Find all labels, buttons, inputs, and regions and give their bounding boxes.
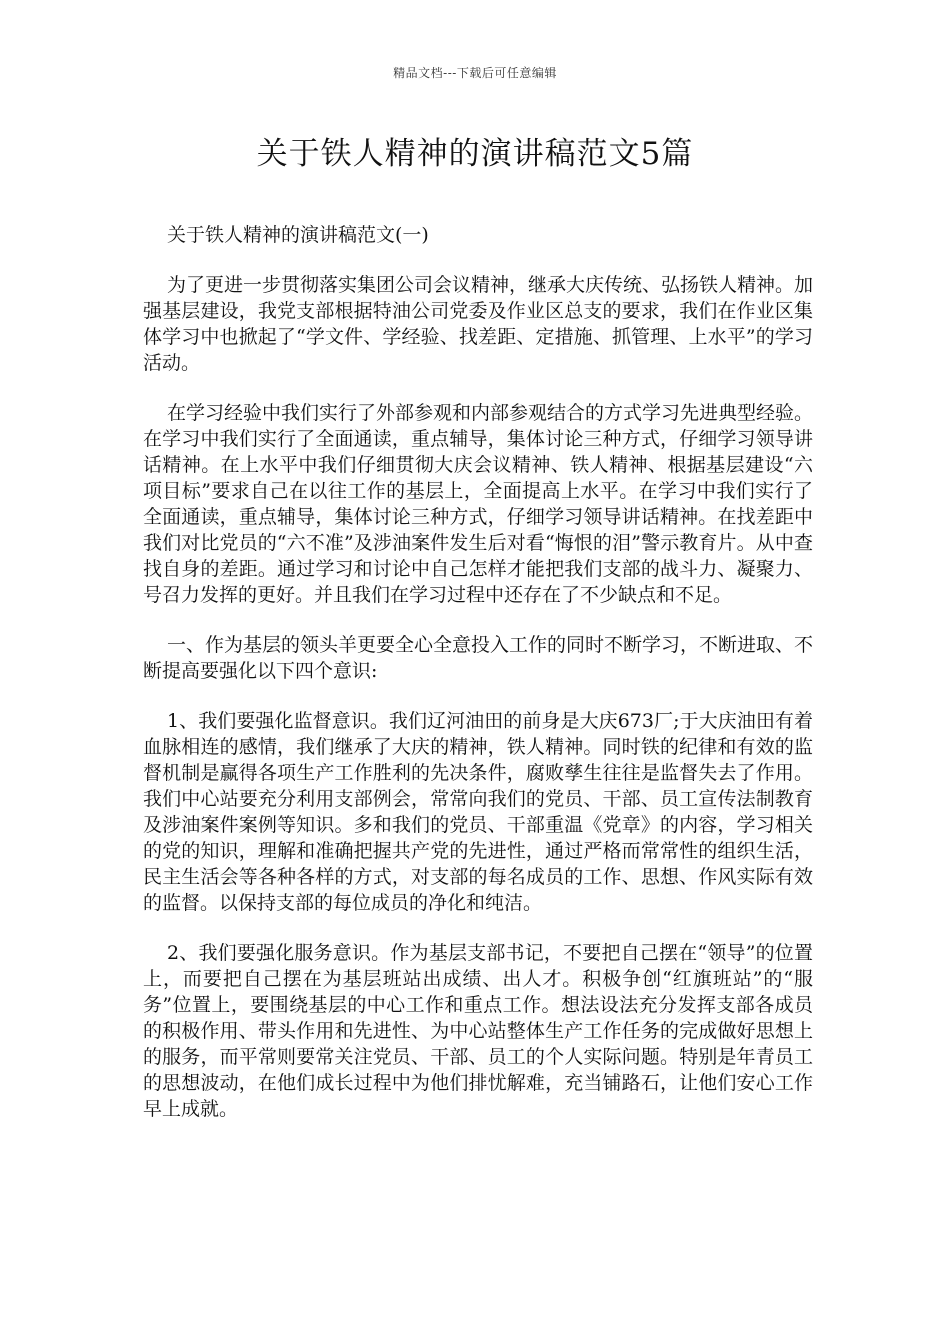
paragraph-study-experience: 在学习经验中我们实行了外部参观和内部参观结合的方式学习先进典型经验。在学习中我们实行了全面通读，重点辅导，集体讨论三种方式，仔细学习领导讲话精神。在上水平中我们仔细贯彻大庆会议精神、铁人精神、根据基层建设“六项目标”要求自己在以往工作的基层上，全面提高上水平。在学习中我们实行了全面通读，重点辅导，集体讨论三种方式，仔细学习领导讲话精神。在找差距中我们对比党员的“六不准”及涉油案件发生后对看“悔恨的泪”警示教育片。从中查找自身的差距。通过学习和讨论中自己怎样才能把我们支部的战斗力、凝聚力、号召力发挥的更好。并且我们在学习过程中还存在了不少缺点和不足。 xyxy=(143,402,814,606)
header-note: 精品文档---下载后可任意编辑 xyxy=(393,66,557,80)
document-title: 关于铁人精神的演讲稿范文5篇 xyxy=(256,136,694,172)
document-body xyxy=(143,222,813,1146)
section-subtitle: 关于铁人精神的演讲稿范文(一) xyxy=(167,224,429,246)
paragraph-point-one: 一、作为基层的领头羊更要全心全意投入工作的同时不断学习，不断进取、不断提高要强化以下四个意识: xyxy=(143,634,814,682)
paragraph-supervision: 1、我们要强化监督意识。我们辽河油田的前身是大庆673厂;于大庆油田有着血脉相连的感情，我们继承了大庆的精神，铁人精神。同时铁的纪律和有效的监督机制是赢得各项生产工作胜利的先决条件，腐败孳生往往是监督失去了作用。我们中心站要充分利用支部例会，常常向我们的党员、干部、员工宣传法制教育及涉油案件案例等知识。多和我们的党员、干部重温《党章》的内容，学习相关的党的知识，理解和准确把握共产党的先进性，通过严格而常常性的组织生活，民主生活会等各种各样的方式，对支部的每名成员的工作、思想、作风实际有效的监督。以保持支部的每位成员的净化和纯洁。 xyxy=(143,710,813,914)
paragraph-intro: 为了更进一步贯彻落实集团公司会议精神，继承大庆传统、弘扬铁人精神。加强基层建设，我党支部根据特油公司党委及作业区总支的要求，我们在作业区集体学习中也掀起了“学文件、学经验、找差距、定措施、抓管理、上水平”的学习活动。 xyxy=(143,274,814,374)
paragraph-service: 2、我们要强化服务意识。作为基层支部书记，不要把自己摆在“领导”的位置上，而要把自己摆在为基层班站出成绩、出人才。积极争创“红旗班站”的“服务”位置上，要围绕基层的中心工作和重点工作。想法设法充分发挥支部各成员的积极作用、带头作用和先进性、为中心站整体生产工作任务的完成做好思想上的服务，而平常则要常关注党员、干部、员工的个人实际问题。特别是年青员工的思想波动，在他们成长过程中为他们排忧解难，充当铺路石，让他们安心工作早上成就。 xyxy=(143,942,813,1120)
